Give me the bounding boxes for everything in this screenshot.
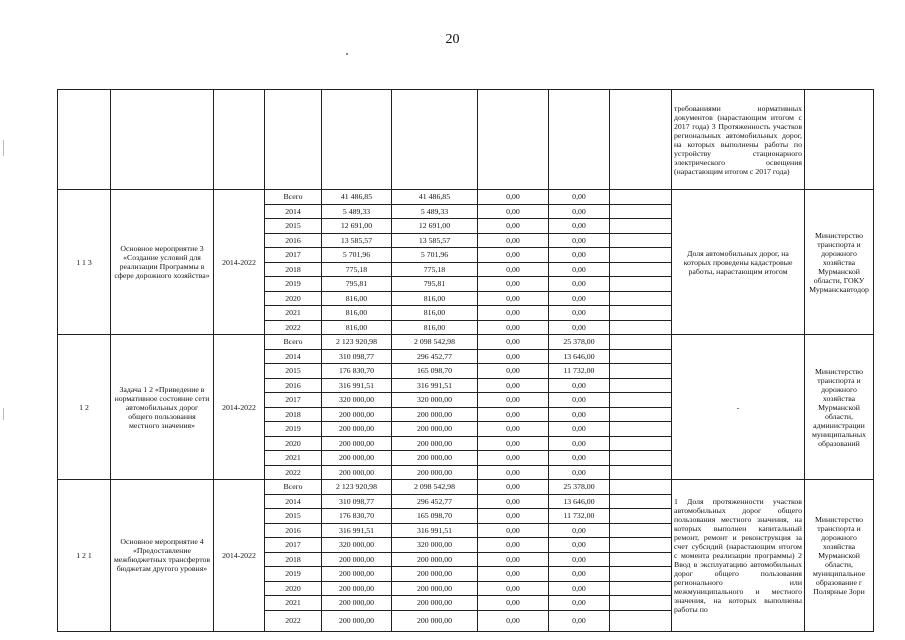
cell-total: 310 098,77 xyxy=(322,349,392,364)
cell-ob: 200 000,00 xyxy=(392,451,478,466)
cell-fb: 0,00 xyxy=(478,320,549,335)
cell-fb: 0,00 xyxy=(478,349,549,364)
cell-fb: 0,00 xyxy=(478,465,549,480)
cell-fb: 0,00 xyxy=(478,277,549,292)
cell-empty xyxy=(610,407,672,422)
cell-total: 200 000,00 xyxy=(322,567,392,582)
cell-empty xyxy=(610,436,672,451)
cell-empty xyxy=(610,581,672,596)
scan-edge-mark xyxy=(3,140,4,156)
cell-mb: 0,00 xyxy=(549,552,610,567)
cell-mb: 0,00 xyxy=(549,277,610,292)
cell-ob: 296 452,77 xyxy=(392,349,478,364)
cell-ob: 816,00 xyxy=(392,291,478,306)
cell-year: Всего xyxy=(265,335,322,350)
cell-total: 816,00 xyxy=(322,306,392,321)
cell-total: 200 000,00 xyxy=(322,581,392,596)
cell-fb: 0,00 xyxy=(478,422,549,437)
cell-ob: 12 691,00 xyxy=(392,219,478,234)
cell-total: 200 000,00 xyxy=(322,422,392,437)
cell-year: 2014 xyxy=(265,204,322,219)
executor-cell: Министерство транспорта и дорожного хозяйства Мурманской области, ГОКУ Мурманскавтодор xyxy=(805,190,874,335)
cell-empty xyxy=(392,90,478,190)
cell-mb: 11 732,00 xyxy=(549,364,610,379)
item-name-cell: Задача 1 2 «Приведение в нормативное состояние сети автомобильных дорог общего пользования местного значения» xyxy=(111,335,214,480)
item-number-cell: 1 1 3 xyxy=(58,190,111,335)
cell-empty xyxy=(610,277,672,292)
cell-ob: 200 000,00 xyxy=(392,436,478,451)
cell-mb: 0,00 xyxy=(549,248,610,263)
cell-empty xyxy=(610,538,672,553)
cell-mb: 0,00 xyxy=(549,291,610,306)
cell-fb: 0,00 xyxy=(478,552,549,567)
cell-mb: 0,00 xyxy=(549,306,610,321)
cell-empty xyxy=(610,364,672,379)
cell-mb: 0,00 xyxy=(549,596,610,611)
cell-year: 2018 xyxy=(265,407,322,422)
cell-ob: 816,00 xyxy=(392,320,478,335)
executor-cell: Министерство транспорта и дорожного хозяйства Мурманской области, муниципальное образование г Полярные Зори xyxy=(805,480,874,632)
cell-total: 5 701,96 xyxy=(322,248,392,263)
cell-empty xyxy=(610,567,672,582)
cell-total: 176 830,70 xyxy=(322,509,392,524)
cell-ob: 200 000,00 xyxy=(392,567,478,582)
cell-year: 2015 xyxy=(265,364,322,379)
cell-fb: 0,00 xyxy=(478,248,549,263)
scan-speck xyxy=(346,53,348,55)
cell-mb: 0,00 xyxy=(549,262,610,277)
cell-total: 816,00 xyxy=(322,291,392,306)
indicator-cell: - xyxy=(672,335,805,480)
cell-mb: 0,00 xyxy=(549,407,610,422)
cell-ob: 200 000,00 xyxy=(392,407,478,422)
cell-year: 2021 xyxy=(265,596,322,611)
cell-mb: 0,00 xyxy=(549,610,610,631)
cell-fb: 0,00 xyxy=(478,393,549,408)
table-body xyxy=(58,90,874,632)
cell-ob: 200 000,00 xyxy=(392,552,478,567)
cell-fb: 0,00 xyxy=(478,364,549,379)
cell-ob: 41 486,85 xyxy=(392,190,478,205)
cell-year: 2014 xyxy=(265,349,322,364)
cell-empty xyxy=(610,204,672,219)
cell-empty xyxy=(610,596,672,611)
cell-empty xyxy=(610,219,672,234)
cell-ob: 320 000,00 xyxy=(392,393,478,408)
cell-empty xyxy=(610,393,672,408)
table-row-continued xyxy=(58,90,874,190)
cell-total: 5 489,33 xyxy=(322,204,392,219)
cell-year: 2016 xyxy=(265,378,322,393)
cell-fb: 0,00 xyxy=(478,596,549,611)
cell-fb: 0,00 xyxy=(478,378,549,393)
cell-total: 12 691,00 xyxy=(322,219,392,234)
cell-mb: 0,00 xyxy=(549,204,610,219)
period-cell: 2014-2022 xyxy=(214,480,265,632)
cell-mb: 0,00 xyxy=(549,219,610,234)
cell-empty xyxy=(610,480,672,495)
cell-mb: 0,00 xyxy=(549,523,610,538)
cell-year: 2019 xyxy=(265,567,322,582)
cell-fb: 0,00 xyxy=(478,538,549,553)
cell-year: 2019 xyxy=(265,422,322,437)
cell-mb: 11 732,00 xyxy=(549,509,610,524)
cell-total: 775,18 xyxy=(322,262,392,277)
cell-total: 13 585,57 xyxy=(322,233,392,248)
cell-year: 2022 xyxy=(265,610,322,631)
cell-empty xyxy=(610,90,672,190)
cell-year: 2016 xyxy=(265,523,322,538)
cell-total: 41 486,85 xyxy=(322,190,392,205)
cell-mb: 0,00 xyxy=(549,538,610,553)
cell-year: 2018 xyxy=(265,552,322,567)
cell-year: 2020 xyxy=(265,581,322,596)
cell-total: 320 000,00 xyxy=(322,538,392,553)
cell-year: 2019 xyxy=(265,277,322,292)
cell-year: 2020 xyxy=(265,436,322,451)
cell-fb: 0,00 xyxy=(478,335,549,350)
period-cell: 2014-2022 xyxy=(214,190,265,335)
table-row xyxy=(58,480,874,495)
cell-year: 2022 xyxy=(265,465,322,480)
cell-total: 2 123 920,98 xyxy=(322,335,392,350)
table-row xyxy=(58,190,874,205)
cell-empty xyxy=(805,90,874,190)
cell-mb: 25 378,00 xyxy=(549,335,610,350)
cell-total: 316 991,51 xyxy=(322,523,392,538)
period-cell: 2014-2022 xyxy=(214,335,265,480)
cell-fb: 0,00 xyxy=(478,291,549,306)
cell-ob: 200 000,00 xyxy=(392,581,478,596)
cell-ob: 816,00 xyxy=(392,306,478,321)
cell-year: 2022 xyxy=(265,320,322,335)
cell-year: 2015 xyxy=(265,509,322,524)
cell-mb: 13 646,00 xyxy=(549,349,610,364)
cell-mb: 0,00 xyxy=(549,436,610,451)
cell-empty xyxy=(214,90,265,190)
cell-ob: 775,18 xyxy=(392,262,478,277)
cell-empty xyxy=(610,509,672,524)
cell-ob: 165 098,70 xyxy=(392,364,478,379)
cell-fb: 0,00 xyxy=(478,480,549,495)
cell-fb: 0,00 xyxy=(478,407,549,422)
cell-ob: 13 585,57 xyxy=(392,233,478,248)
cell-year: 2014 xyxy=(265,494,322,509)
cell-total: 200 000,00 xyxy=(322,610,392,631)
cell-fb: 0,00 xyxy=(478,219,549,234)
cell-fb: 0,00 xyxy=(478,523,549,538)
cell-empty xyxy=(610,291,672,306)
cell-mb: 0,00 xyxy=(549,451,610,466)
cell-ob: 320 000,00 xyxy=(392,538,478,553)
cell-ob: 5 701,96 xyxy=(392,248,478,263)
cell-mb: 0,00 xyxy=(549,465,610,480)
indicator-cell: 1 Доля протяженности участков автомобильных дорог общего пользования местного значения, на которых выполнен капитальный ремонт, ремонт и реконструкция за счет субсидий (нарастающим итогом с момента реализации программы) 2 Ввод в эксплуатацию автомобильных дорог общего пользования регионального или межмуниципального и местного значения, на которых выполнены работы по xyxy=(672,480,805,632)
cell-ob: 165 098,70 xyxy=(392,509,478,524)
cell-year: 2015 xyxy=(265,219,322,234)
cell-mb: 25 378,00 xyxy=(549,480,610,495)
cell-total: 795,81 xyxy=(322,277,392,292)
cell-empty xyxy=(549,90,610,190)
cell-fb: 0,00 xyxy=(478,262,549,277)
cell-ob: 2 098 542,98 xyxy=(392,335,478,350)
item-name-cell: Основное мероприятие 4 «Предоставление межбюджетных трансфертов бюджетам другого уровня» xyxy=(111,480,214,632)
cell-empty xyxy=(610,320,672,335)
cell-year: 2017 xyxy=(265,393,322,408)
page-number: 20 xyxy=(445,32,460,47)
cell-ob: 200 000,00 xyxy=(392,465,478,480)
cell-fb: 0,00 xyxy=(478,190,549,205)
cell-year: 2016 xyxy=(265,233,322,248)
cell-empty xyxy=(610,233,672,248)
cell-ob: 2 098 542,98 xyxy=(392,480,478,495)
cell-year: 2021 xyxy=(265,451,322,466)
cell-mb: 0,00 xyxy=(549,422,610,437)
cell-year: 2017 xyxy=(265,538,322,553)
cell-empty xyxy=(322,90,392,190)
cell-total: 316 991,51 xyxy=(322,378,392,393)
cell-fb: 0,00 xyxy=(478,204,549,219)
cell-empty xyxy=(111,90,214,190)
cell-fb: 0,00 xyxy=(478,436,549,451)
cell-empty xyxy=(610,523,672,538)
cell-ob: 200 000,00 xyxy=(392,596,478,611)
cell-year: Всего xyxy=(265,480,322,495)
cell-fb: 0,00 xyxy=(478,233,549,248)
cell-empty xyxy=(610,335,672,350)
cell-year: 2020 xyxy=(265,291,322,306)
cell-mb: 0,00 xyxy=(549,393,610,408)
cell-mb: 0,00 xyxy=(549,567,610,582)
table-row xyxy=(58,335,874,350)
cell-mb: 0,00 xyxy=(549,378,610,393)
cell-ob: 5 489,33 xyxy=(392,204,478,219)
item-number-cell: 1 2 1 xyxy=(58,480,111,632)
cell-total: 200 000,00 xyxy=(322,596,392,611)
cell-empty xyxy=(610,378,672,393)
cell-empty xyxy=(610,262,672,277)
item-number-cell: 1 2 xyxy=(58,335,111,480)
cell-empty xyxy=(610,190,672,205)
cell-total: 200 000,00 xyxy=(322,465,392,480)
cell-year: 2017 xyxy=(265,248,322,263)
cell-total: 2 123 920,98 xyxy=(322,480,392,495)
cell-ob: 200 000,00 xyxy=(392,610,478,631)
cell-empty xyxy=(265,90,322,190)
cell-ob: 316 991,51 xyxy=(392,378,478,393)
cell-ob: 316 991,51 xyxy=(392,523,478,538)
cell-total: 200 000,00 xyxy=(322,552,392,567)
cell-empty xyxy=(610,552,672,567)
cell-total: 200 000,00 xyxy=(322,436,392,451)
cell-year: 2021 xyxy=(265,306,322,321)
cell-mb: 0,00 xyxy=(549,581,610,596)
indicator-cell: требованиями нормативных документов (нарастающим итогом с 2017 года) 3 Протяженность участков региональных автомобильных дорог, на которых выполнены работы по устройству стационарного электрического освещения (нарастающим итогом с 2017 года) xyxy=(672,90,805,190)
cell-year: Всего xyxy=(265,190,322,205)
cell-empty xyxy=(610,451,672,466)
cell-year: 2018 xyxy=(265,262,322,277)
cell-empty xyxy=(478,90,549,190)
cell-mb: 0,00 xyxy=(549,320,610,335)
cell-total: 200 000,00 xyxy=(322,407,392,422)
cell-fb: 0,00 xyxy=(478,581,549,596)
cell-total: 816,00 xyxy=(322,320,392,335)
cell-fb: 0,00 xyxy=(478,610,549,631)
cell-fb: 0,00 xyxy=(478,509,549,524)
program-table xyxy=(57,89,874,632)
cell-fb: 0,00 xyxy=(478,451,549,466)
executor-cell: Министерство транспорта и дорожного хозяйства Мурманской области, администрации муниципальных образований xyxy=(805,335,874,480)
cell-fb: 0,00 xyxy=(478,494,549,509)
cell-fb: 0,00 xyxy=(478,567,549,582)
cell-empty xyxy=(610,494,672,509)
cell-ob: 296 452,77 xyxy=(392,494,478,509)
cell-ob: 795,81 xyxy=(392,277,478,292)
cell-empty xyxy=(610,465,672,480)
cell-empty xyxy=(610,422,672,437)
cell-empty xyxy=(610,349,672,364)
cell-ob: 200 000,00 xyxy=(392,422,478,437)
cell-empty xyxy=(610,306,672,321)
cell-mb: 13 646,00 xyxy=(549,494,610,509)
scan-edge-mark xyxy=(3,408,4,420)
cell-fb: 0,00 xyxy=(478,306,549,321)
cell-mb: 0,00 xyxy=(549,233,610,248)
cell-total: 310 098,77 xyxy=(322,494,392,509)
cell-empty xyxy=(610,610,672,631)
cell-total: 176 830,70 xyxy=(322,364,392,379)
cell-empty xyxy=(610,248,672,263)
cell-total: 200 000,00 xyxy=(322,451,392,466)
cell-total: 320 000,00 xyxy=(322,393,392,408)
cell-empty xyxy=(58,90,111,190)
cell-mb: 0,00 xyxy=(549,190,610,205)
item-name-cell: Основное мероприятие 3 «Создание условий для реализации Программы в сфере дорожного хозяйства» xyxy=(111,190,214,335)
indicator-cell: Доля автомобильных дорог, на которых проведены кадастровые работы, нарастающим итогом xyxy=(672,190,805,335)
